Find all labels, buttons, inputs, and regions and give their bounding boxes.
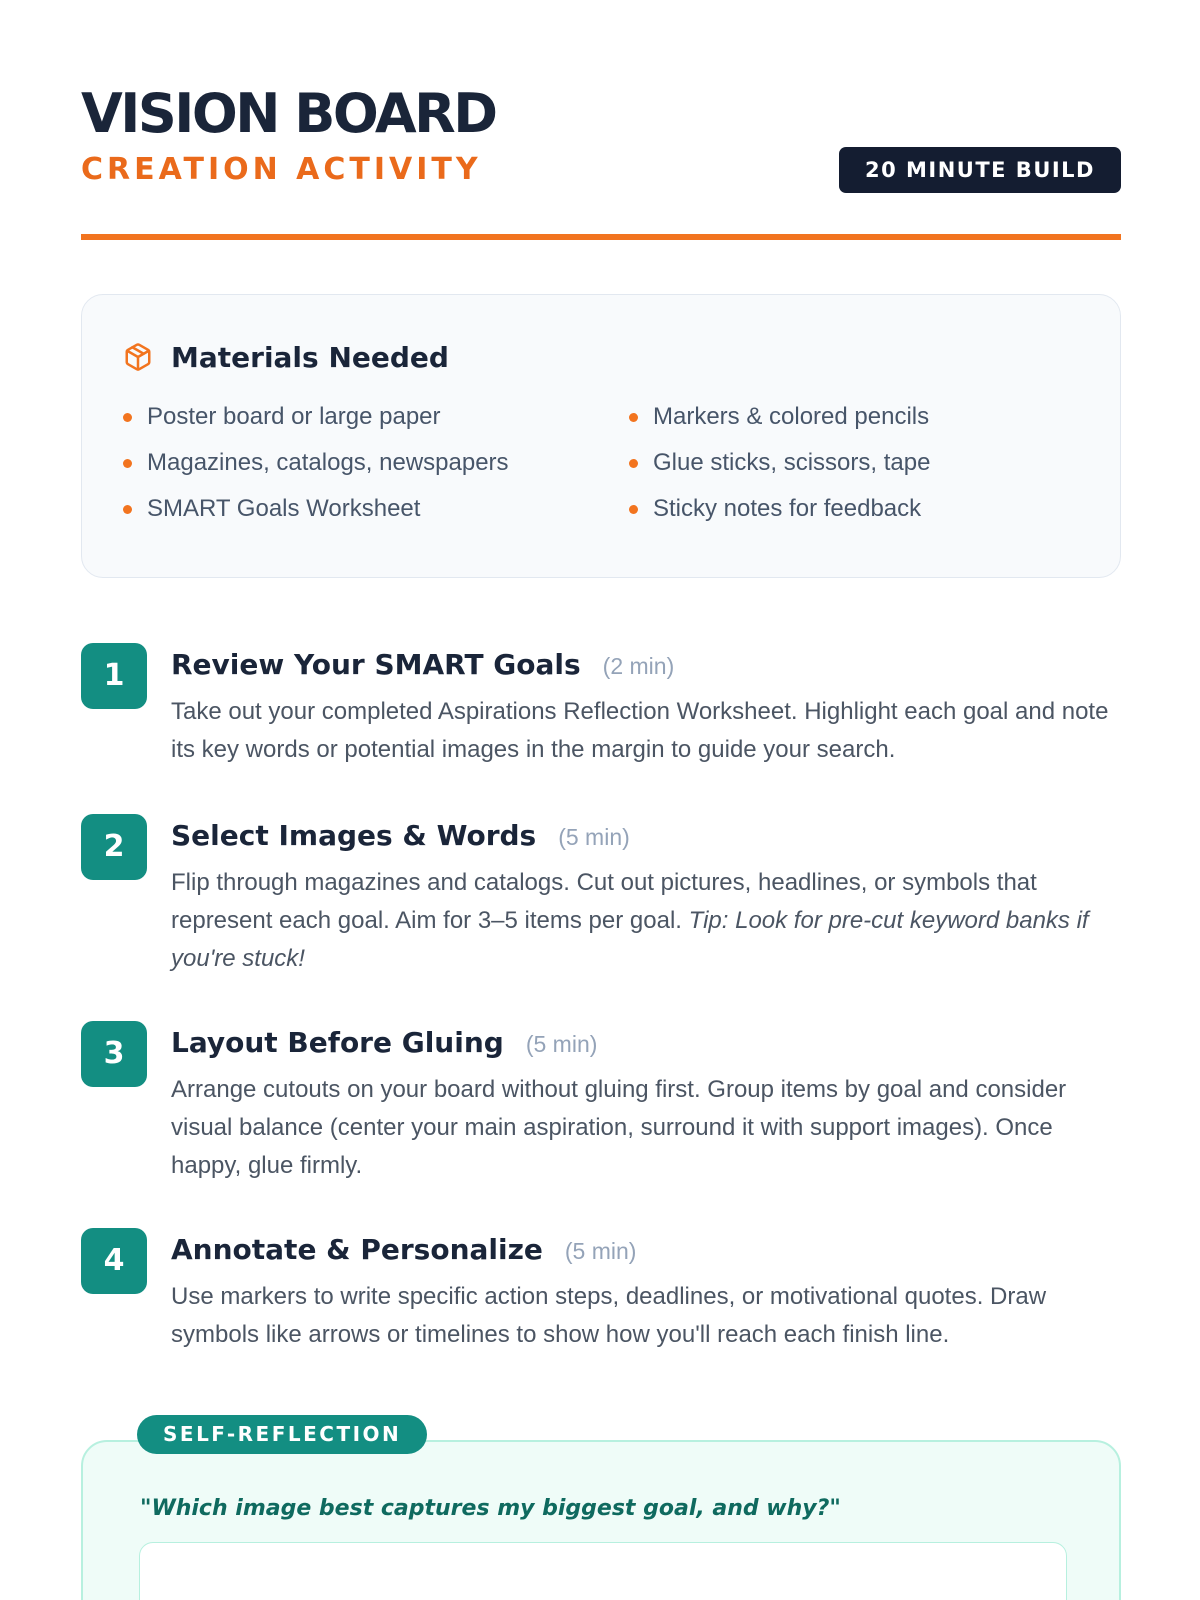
reflection-question: "Which image best captures my biggest goal, and why?" [140,1496,841,1521]
step-header [171,816,630,856]
material-item: Poster board or large paper [123,400,603,446]
step-number: 3 [81,1021,147,1087]
step-header [171,1230,636,1270]
step-duration: (5 min) [525,1031,598,1057]
reflection-answer-box[interactable] [139,1542,1067,1600]
material-item: Glue sticks, scissors, tape [629,446,1109,492]
page-subtitle: CREATION ACTIVITY [81,152,482,187]
step-header [171,1023,597,1063]
material-item: Markers & colored pencils [629,400,1109,446]
self-reflection-tag: SELF-REFLECTION [137,1415,427,1454]
materials-card [81,294,1121,578]
materials-title: Materials Needed [171,340,449,374]
material-item: Magazines, catalogs, newspapers [123,446,603,492]
self-reflection-card [81,1440,1121,1600]
material-item: Sticky notes for feedback [629,492,1109,538]
step-title: Review Your SMART Goals [171,648,581,681]
duration-badge: 20 MINUTE BUILD [839,147,1121,193]
step-text: Arrange cutouts on your board without gluing first. Group items by goal and consider visual balance (center your main aspiration, surround it with support images). Once happy, glue firmly. [171,1076,1067,1179]
step-text: Flip through magazines and catalogs. Cut out pictures, headlines, or symbols that represent each goal. Aim for 3–5 items per goal. [171,869,1037,934]
step-text: Take out your completed Aspirations Reflection Worksheet. Highlight each goal and note its key words or potential images in the margin to guide your search. [171,698,1109,763]
header-divider [81,234,1121,240]
step-number: 2 [81,814,147,880]
step-title: Annotate & Personalize [171,1233,543,1266]
step-tip: Tip: Look for pre-cut keyword banks if you're stuck! [171,907,1089,972]
step-number: 4 [81,1228,147,1294]
page-title: VISION BOARD [81,82,496,145]
step-title: Layout Before Gluing [171,1026,504,1059]
step-number: 1 [81,643,147,709]
activity-page [81,0,1121,1600]
step-description [171,864,1116,978]
material-item: SMART Goals Worksheet [123,492,603,538]
step-description [171,1071,1116,1185]
step-title: Select Images & Words [171,819,537,852]
materials-list-left [123,400,603,538]
materials-list-right [629,400,1109,538]
step-duration: (2 min) [602,653,675,679]
step-duration: (5 min) [564,1238,637,1264]
step-description [171,693,1116,769]
materials-header [123,339,449,375]
step-text: Use markers to write specific action steps, deadlines, or motivational quotes. Draw symbols like arrows or timelines to show how you'll reach each finish line. [171,1283,1047,1348]
package-icon [123,342,153,372]
step-header [171,645,674,685]
step-description [171,1278,1116,1354]
step-duration: (5 min) [558,824,630,850]
